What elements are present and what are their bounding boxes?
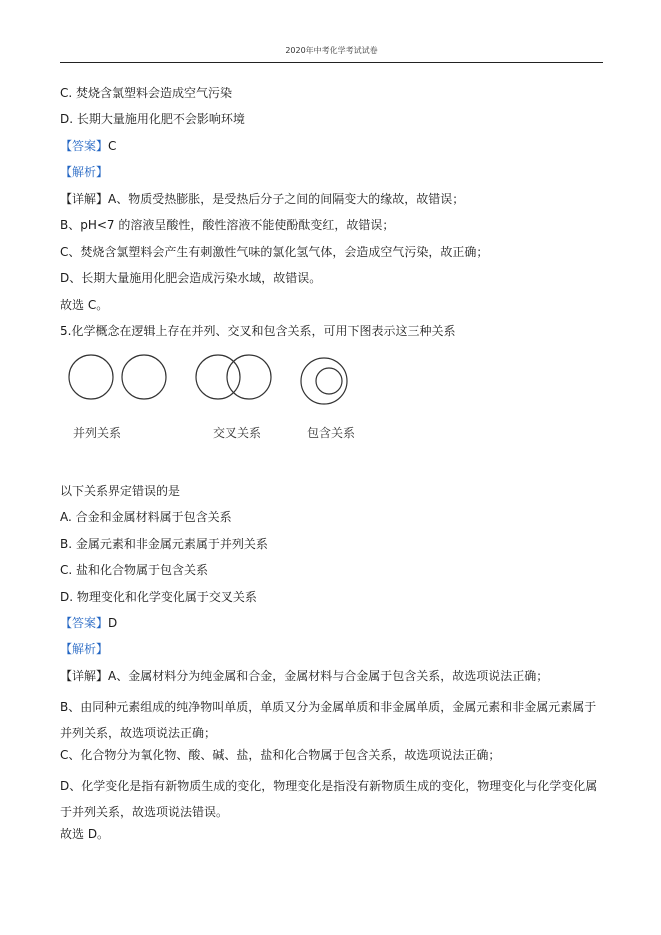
q5-detail-a: 【详解】A、金属材料分为纯金属和合金，金属材料与合金属于包含关系，故选项说法正确； bbox=[60, 669, 549, 683]
q4-detail-line-2: B、pH<7 的溶液呈酸性，酸性溶液不能使酚酞变红，故错误； bbox=[60, 218, 395, 232]
q4-analysis-label: 【解析】 bbox=[60, 165, 109, 179]
q5-question: 以下关系界定错误的是 bbox=[60, 484, 181, 498]
q5-detail-b: B、由同种元素组成的纯净物叫单质，单质又分为金属单质和非金属单质，金属元素和非金属元素属于并列关系，故选项说法正确； bbox=[60, 700, 597, 740]
intersect-relation-figure bbox=[196, 355, 271, 399]
q5-option-b: B. 金属元素和非金属元素属于并列关系 bbox=[60, 537, 268, 551]
answer-label: 【答案】 bbox=[60, 616, 109, 630]
diagram-label-intersect: 交叉关系 bbox=[213, 426, 262, 440]
q4-detail-line-4: D、长期大量施用化肥会造成污染水域，故错误。 bbox=[60, 271, 322, 285]
answer-value: D bbox=[108, 616, 118, 630]
diagram-label-parallel: 并列关系 bbox=[73, 426, 122, 440]
q4-detail-line-3: C、焚烧含氯塑料会产生有刺激性气味的氯化氢气体，会造成空气污染，故正确； bbox=[60, 245, 489, 259]
q5-detail-c: C、化合物分为氧化物、酸、碱、盐，盐和化合物属于包含关系，故选项说法正确； bbox=[60, 748, 501, 762]
contain-relation-figure bbox=[301, 358, 347, 404]
q4-option-d: D. 长期大量施用化肥不会影响环境 bbox=[60, 112, 245, 126]
parallel-relation-figure bbox=[69, 355, 166, 399]
q4-detail-line-1: 【详解】A、物质受热膨胀，是受热后分子之间的间隔变大的缘故，故错误； bbox=[60, 192, 465, 206]
q5-option-a: A. 合金和金属材料属于包含关系 bbox=[60, 510, 232, 524]
contain-circle-outer bbox=[301, 358, 347, 404]
q5-analysis-label: 【解析】 bbox=[60, 642, 109, 656]
q5-answer bbox=[60, 615, 117, 631]
intersect-circle-right bbox=[227, 355, 271, 399]
answer-value: C bbox=[108, 139, 117, 153]
q5-detail-d: D、化学变化是指有新物质生成的变化，物理变化是指没有新物质生成的变化，物理变化与化学变化属于并列关系，故选项说法错误。 bbox=[60, 779, 598, 819]
q5-conclusion: 故选 D。 bbox=[60, 827, 110, 841]
q4-option-c: C. 焚烧含氯塑料会造成空气污染 bbox=[60, 86, 233, 100]
diagram-label-contain: 包含关系 bbox=[307, 426, 356, 440]
parallel-circle-left bbox=[69, 355, 113, 399]
q5-option-d: D. 物理变化和化学变化属于交叉关系 bbox=[60, 590, 257, 604]
contain-circle-inner bbox=[316, 368, 342, 394]
q4-conclusion: 故选 C。 bbox=[60, 298, 109, 312]
parallel-circle-right bbox=[122, 355, 166, 399]
page-header: 2020年中考化学考试试卷 bbox=[60, 45, 603, 63]
answer-label: 【答案】 bbox=[60, 139, 109, 153]
q5-option-c: C. 盐和化合物属于包含关系 bbox=[60, 563, 209, 577]
q5-stem: 5.化学概念在逻辑上存在并列、交叉和包含关系，可用下图表示这三种关系 bbox=[60, 324, 456, 338]
